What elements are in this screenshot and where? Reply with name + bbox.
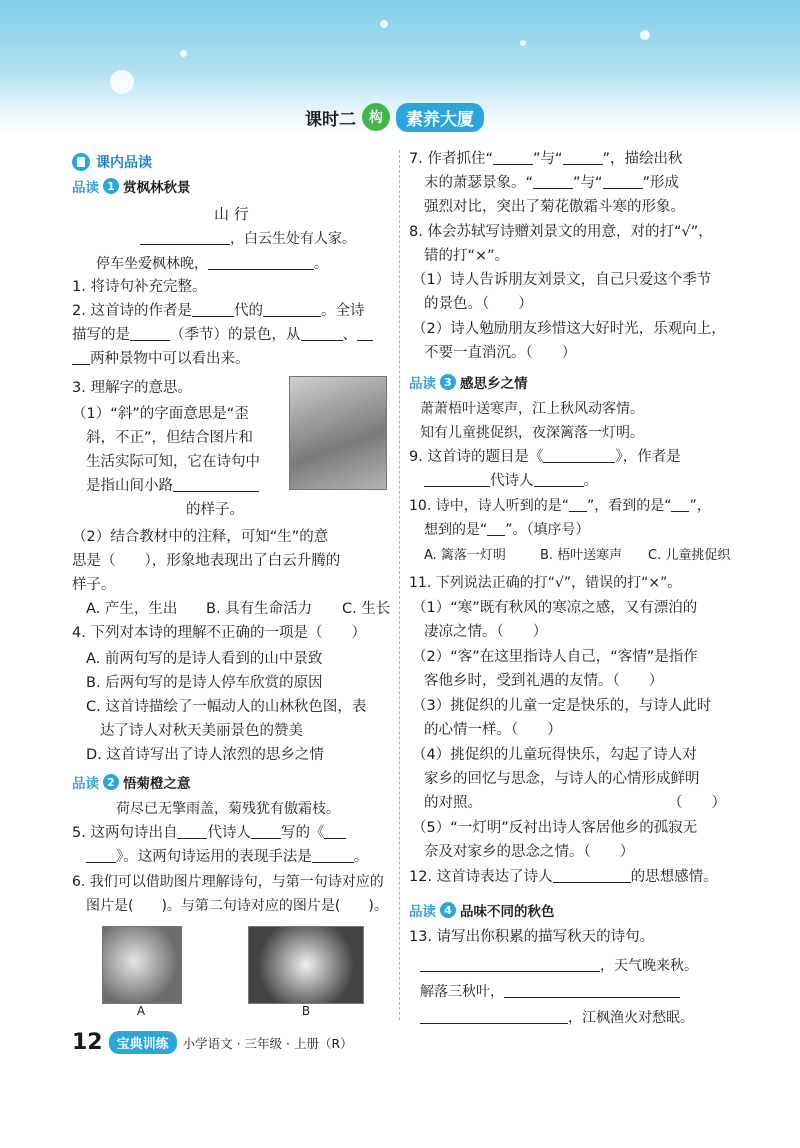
option-b[interactable]: B. 梧叶送寒声 [540, 548, 623, 563]
option-c[interactable]: C. 这首诗描绘了一幅动人的山林秋色图，表 [86, 699, 367, 715]
reading-heading-4: 品读 4 品味不同的秋色 [409, 903, 555, 920]
question-3-2-line-3: 样子。 [72, 577, 116, 593]
option-c[interactable]: C. 儿童挑促织 [648, 548, 731, 563]
column-divider [399, 150, 400, 1020]
poem-3-line-2: 知有儿童挑促织，夜深篱落一灯明。 [420, 425, 644, 441]
question-11-5: （5）“一灯明”反衬出诗人客居他乡的孤寂无 [412, 820, 698, 836]
snowflake-icon [380, 20, 388, 28]
question-5: 5. 这两句诗出自 代诗人 写的《 [72, 823, 346, 843]
question-13-line-1: ，天气晚来秋。 [420, 955, 698, 975]
snowflake-icon [180, 50, 187, 57]
question-11-4-line-3: 的对照。 [424, 795, 482, 811]
question-5-line-2: 》。这两句诗运用的表现手法是 。 [86, 847, 368, 867]
answer-blank[interactable] [208, 255, 314, 270]
question-11-2-line-2: 客他乡时，受到礼遇的友情。（ ） [424, 673, 664, 689]
question-11-3: （3）挑促织的儿童一定是快乐的，与诗人此时 [412, 698, 712, 714]
answer-blank[interactable] [140, 230, 230, 245]
answer-blank[interactable] [534, 472, 584, 487]
poem-line-1: ，白云生处有人家。 [140, 228, 356, 248]
question-11-3-line-2: 的心情一样。（ ） [424, 722, 562, 738]
answer-blank[interactable] [192, 302, 234, 317]
answer-blank[interactable] [263, 302, 321, 317]
option-a[interactable]: A. 篱落一灯明 [424, 548, 506, 563]
question-3-1-line-3: 生活实际可知，它在诗句中 [86, 454, 260, 470]
question-8-1: （1）诗人告诉朋友刘景文，自己只爱这个季节 [412, 272, 712, 288]
option-a[interactable]: A. 产生，生出 [86, 601, 178, 617]
option-d[interactable]: D. 这首诗写出了诗人浓烈的思乡之情 [86, 747, 324, 763]
answer-blank[interactable] [312, 848, 354, 863]
question-3: 3. 理解字的意思。 [72, 380, 192, 396]
answer-blank[interactable] [420, 1009, 568, 1024]
question-13: 13. 请写出你积累的描写秋天的诗句。 [409, 929, 655, 945]
answer-blank[interactable] [301, 326, 343, 341]
question-3-1-line-5: 的样子。 [186, 502, 244, 518]
page-number: 12 [72, 1030, 103, 1055]
answer-blank[interactable] [130, 326, 170, 341]
question-11-4: （4）挑促织的儿童玩得快乐，勾起了诗人对 [412, 747, 697, 763]
lesson-label: 课时二 [305, 109, 356, 130]
moon-icon [110, 70, 134, 94]
option-b[interactable]: B. 具有生命活力 [206, 601, 313, 617]
question-6-line-2: 图片是( )。与第二句诗对应的图片是( )。 [86, 898, 388, 914]
question-8: 8. 体会苏轼写诗赠刘景文的用意，对的打“√”， [409, 224, 713, 240]
question-4: 4. 下列对本诗的理解不正确的一项是（ ） [72, 625, 366, 641]
question-13-line-2: 解落三秋叶， [420, 981, 680, 1001]
poem-3-line-1: 萧萧梧叶送寒声，江上秋风动客情。 [420, 401, 644, 417]
answer-blank[interactable] [420, 957, 600, 972]
answer-blank[interactable] [563, 150, 603, 165]
option-b[interactable]: B. 后两句写的是诗人停车欣赏的原因 [86, 675, 323, 691]
question-7-line-2: 末的萧瑟景象。“ ”与“ ”形成 [424, 175, 680, 191]
reading-heading-1: 品读 1 赏枫林秋景 [72, 179, 191, 196]
answer-blank[interactable] [504, 983, 680, 998]
page-footer [72, 1030, 353, 1055]
chrysanthemum-image-b[interactable] [248, 926, 364, 1004]
question-11-1-line-2: 凄凉之情。（ ） [424, 624, 548, 640]
question-3-2-line-1: （2）结合教材中的注释，可知“生”的意 [72, 529, 329, 545]
question-2-line-2: 描写的是 （季节）的景色，从 、 [72, 325, 373, 345]
question-3-1-line-2: 斜，不正”，但结合图片和 [86, 430, 254, 446]
answer-blank[interactable] [324, 824, 346, 839]
reading-heading-3: 品读 3 感思乡之情 [409, 375, 528, 392]
image-label-b: B [301, 1004, 311, 1018]
answer-blank[interactable] [72, 350, 90, 365]
question-7-line-3: 强烈对比，突出了菊花傲霜斗寒的形象。 [424, 199, 685, 215]
question-13-line-3: ，江枫渔火对愁眠。 [420, 1007, 694, 1027]
question-3-1-line-1: （1）“斜”的字面意思是“歪 [72, 406, 249, 422]
answer-blank[interactable] [603, 174, 643, 189]
question-10: 10. 诗中，诗人听到的是“ ”，看到的是“ ”， [409, 498, 711, 514]
question-2: 2. 这首诗的作者是 代的 。全诗 [72, 303, 365, 319]
answer-blank[interactable] [487, 521, 505, 536]
answer-blank[interactable] [424, 472, 490, 487]
answer-blank[interactable] [493, 150, 533, 165]
question-7: 7. 作者抓住“ ”与“ ”，描绘出秋 [409, 151, 683, 167]
image-label-a: A [136, 1004, 146, 1018]
option-c[interactable]: C. 生长 [342, 601, 391, 617]
question-11-4-line-2: 家乡的回忆与思念，与诗人的心情形成鲜明 [424, 771, 700, 787]
answer-blank[interactable] [173, 477, 259, 492]
answer-blank[interactable] [86, 848, 116, 863]
brand-logo: 宝典训练 [109, 1031, 177, 1054]
landscape-painting-image [289, 376, 387, 490]
question-11-5-line-2: 奈及对家乡的思念之情。（ ） [424, 844, 635, 860]
question-2-line-3: 两种景物中可以看出来。 [72, 349, 250, 369]
poem-title: 山 行 [214, 205, 249, 223]
answer-blank[interactable] [671, 497, 689, 512]
question-3-2-line-2: 思是（ ），形象地表现出了白云升腾的 [72, 553, 341, 569]
question-6: 6. 我们可以借助图片理解诗句，与第一句诗对应的 [72, 874, 384, 890]
poem-line-2: 停车坐爱枫林晚， 。 [96, 256, 328, 272]
question-9: 9. 这首诗的题目是《 》，作者是 [409, 449, 681, 465]
question-11-2: （2）“客”在这里指诗人自己，“客情”是指作 [412, 649, 698, 665]
question-8-2: （2）诗人勉励朋友珍惜这大好时光，乐观向上， [412, 321, 726, 337]
answer-blank[interactable] [543, 448, 615, 463]
answer-blank[interactable] [177, 824, 207, 839]
reading-heading-2: 品读 2 悟菊橙之意 [72, 775, 191, 792]
question-3-1-line-4: 是指山间小路 [86, 476, 259, 496]
option-c-cont: 达了诗人对秋天美丽景色的赞美 [100, 723, 303, 739]
answer-paren[interactable]: （ ） [668, 795, 726, 811]
answer-blank[interactable] [569, 497, 587, 512]
question-8-line-2: 错的打“×”。 [424, 248, 510, 264]
question-8-1-line-2: 的景色。（ ） [424, 296, 533, 312]
lesson-heading: 素养大厦 [396, 103, 484, 132]
lesson-title [305, 103, 484, 131]
question-11: 11. 下列说法正确的打“√”，错误的打“×”。 [409, 575, 682, 591]
poem-2: 荷尽已无擎雨盖，菊残犹有傲霜枝。 [116, 801, 340, 817]
answer-blank[interactable] [533, 174, 573, 189]
answer-blank[interactable] [251, 824, 281, 839]
question-8-2-line-2: 不要一直消沉。（ ） [424, 345, 577, 361]
snowflake-icon [520, 40, 526, 46]
lesson-mark: 构 [362, 103, 390, 131]
answer-blank[interactable] [553, 868, 631, 883]
question-1: 1. 将诗句补充完整。 [72, 279, 207, 295]
snowflake-icon [640, 30, 650, 40]
question-10-line-2: 想到的是“ ”。（填序号） [424, 522, 590, 538]
section-title: 课内品读 [72, 152, 152, 172]
question-12: 12. 这首诗表达了诗人 的思想感情。 [409, 869, 718, 885]
book-icon [72, 153, 90, 171]
question-9-line-2: 代诗人 。 [424, 471, 598, 491]
question-11-1: （1）“寒”既有秋风的寒凉之感，又有漂泊的 [412, 600, 698, 616]
option-a[interactable]: A. 前两句写的是诗人看到的山中景致 [86, 651, 323, 667]
answer-blank[interactable] [357, 326, 373, 341]
lotus-image-a[interactable] [102, 926, 182, 1004]
book-info: 小学语文 · 三年级 · 上册（R） [182, 1035, 353, 1051]
